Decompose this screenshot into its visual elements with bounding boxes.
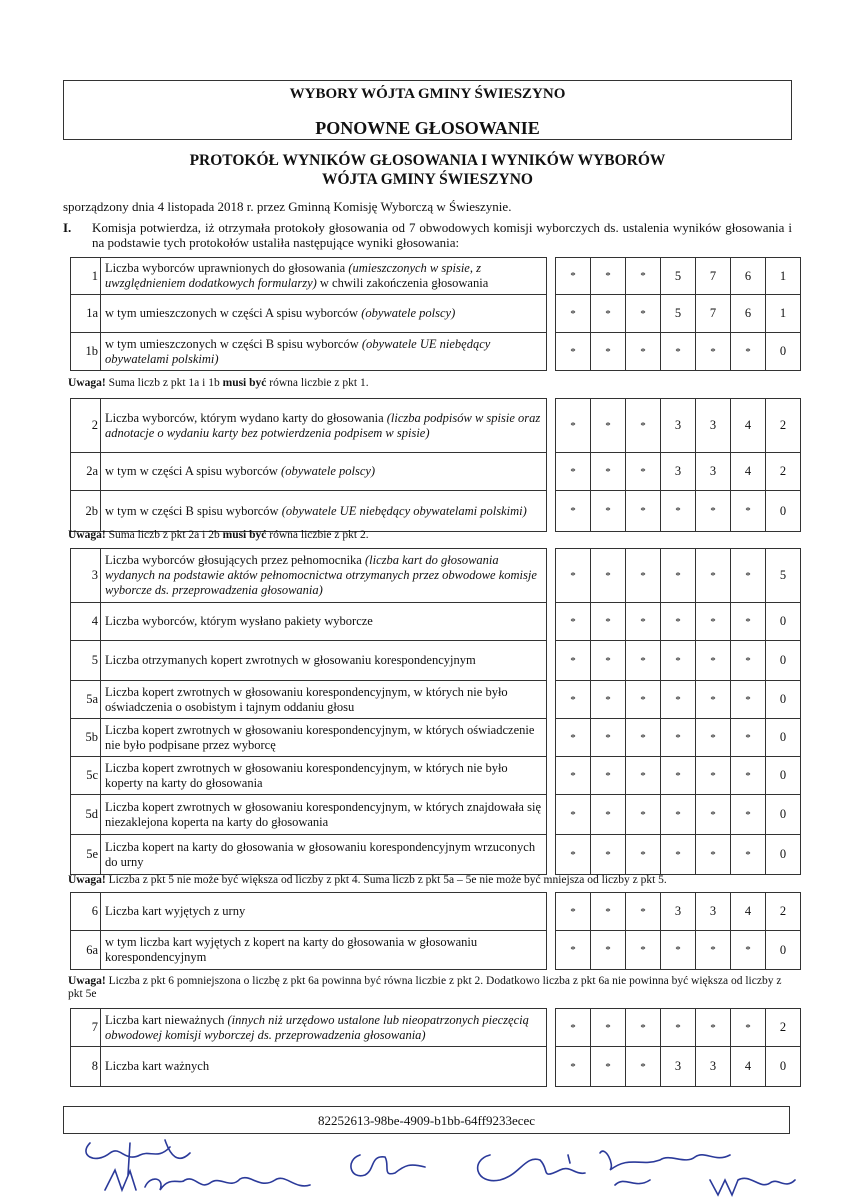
digit-cell: *: [626, 295, 661, 333]
digit-cell: *: [626, 333, 661, 371]
column-gap: [547, 719, 556, 757]
digit-cell: *: [661, 719, 696, 757]
digit-cell: *: [661, 603, 696, 641]
digit-cell: *: [731, 835, 766, 875]
digit-cell: *: [556, 399, 591, 453]
digit-cell: 0: [766, 795, 801, 835]
digit-cell: 3: [696, 399, 731, 453]
digit-cell: *: [661, 1009, 696, 1047]
digit-cell: 4: [731, 893, 766, 931]
results-table: [70, 1008, 801, 1087]
digit-cell: *: [731, 795, 766, 835]
uwaga-label: Uwaga!: [68, 377, 106, 389]
row-label: Liczba kopert zwrotnych w głosowaniu korespondencyjnym, w których znajdowała się niezaklejona koperta na karty do głosowania: [101, 795, 547, 835]
digit-cell: *: [696, 549, 731, 603]
digit-cell: *: [591, 399, 626, 453]
digit-cell: *: [731, 491, 766, 532]
digit-cell: *: [626, 1047, 661, 1087]
digit-cell: *: [696, 491, 731, 532]
signature-6: [710, 1178, 795, 1195]
column-gap: [547, 453, 556, 491]
table-row: [71, 681, 801, 719]
digit-cell: 3: [696, 453, 731, 491]
digit-cell: *: [626, 453, 661, 491]
digit-cell: 3: [661, 399, 696, 453]
digit-cell: 5: [661, 295, 696, 333]
digit-cell: *: [626, 491, 661, 532]
digit-cell: *: [591, 549, 626, 603]
digit-cell: *: [626, 399, 661, 453]
row-label-note: (liczba kart do głosowania wydanych na podstawie aktów pełnomocnictwa otrzymanych przez obwodowe komisje wyborcze ds. przeprowadzenia głosowania): [105, 553, 537, 597]
table-row: [71, 399, 801, 453]
digit-cell: *: [696, 719, 731, 757]
row-label: w tym umieszczonych w części B spisu wyborców (obywatele UE niebędący obywatelami polskimi): [101, 333, 547, 371]
uwaga-label: Uwaga!: [68, 874, 106, 886]
digit-cell: 0: [766, 931, 801, 970]
digit-cell: *: [696, 681, 731, 719]
document-code: 82252613-98be-4909-b1bb-64ff9233ecec: [317, 1113, 536, 1128]
column-gap: [547, 835, 556, 875]
column-gap: [547, 295, 556, 333]
digit-cell: *: [696, 795, 731, 835]
digit-cell: *: [556, 453, 591, 491]
row-label-note: (obywatele UE niebędący obywatelami polskimi): [105, 336, 491, 366]
table-row: [71, 453, 801, 491]
table-row: [71, 1009, 801, 1047]
digit-cell: *: [591, 681, 626, 719]
row-number: 2a: [71, 453, 101, 491]
row-number: 6a: [71, 931, 101, 970]
uwaga-note: Uwaga! Suma liczb z pkt 1a i 1b musi być równa liczbie z pkt 1.: [68, 377, 369, 389]
digit-cell: *: [731, 681, 766, 719]
digit-cell: *: [591, 453, 626, 491]
column-gap: [547, 795, 556, 835]
column-gap: [547, 641, 556, 681]
section-number: I.: [63, 220, 72, 235]
digit-cell: *: [556, 258, 591, 295]
digit-cell: *: [731, 931, 766, 970]
row-label: Liczba kopert na karty do głosowania w głosowaniu korespondencyjnym wrzuconych do urny: [101, 835, 547, 875]
digit-cell: 5: [766, 549, 801, 603]
digit-cell: *: [556, 491, 591, 532]
digit-cell: 1: [766, 258, 801, 295]
digit-cell: *: [661, 549, 696, 603]
table-row: [71, 491, 801, 532]
election-title: WYBORY WÓJTA GMINY ŚWIESZYNO: [289, 86, 566, 102]
digit-cell: 5: [661, 258, 696, 295]
digit-cell: *: [626, 795, 661, 835]
digit-cell: 7: [696, 295, 731, 333]
row-label: Liczba otrzymanych kopert zwrotnych w głosowaniu korespondencyjnym: [101, 641, 547, 681]
table-row: [71, 295, 801, 333]
protocol-title: [63, 151, 792, 189]
row-label-note: (liczba podpisów w spisie oraz adnotacje o wydaniu karty bez potwierdzenia podpisem w spisie): [105, 410, 541, 440]
column-gap: [547, 757, 556, 795]
digit-cell: 3: [696, 1047, 731, 1087]
uwaga-label: Uwaga!: [68, 975, 106, 987]
digit-cell: 0: [766, 835, 801, 875]
row-number: 1: [71, 258, 101, 295]
digit-cell: *: [556, 549, 591, 603]
digit-cell: *: [696, 1009, 731, 1047]
digit-cell: *: [626, 1009, 661, 1047]
column-gap: [547, 1047, 556, 1087]
digit-cell: 3: [661, 453, 696, 491]
digit-cell: *: [731, 757, 766, 795]
digit-cell: *: [556, 641, 591, 681]
digit-cell: *: [556, 757, 591, 795]
digit-cell: *: [591, 333, 626, 371]
row-number: 6: [71, 893, 101, 931]
digit-cell: *: [626, 893, 661, 931]
digit-cell: 3: [661, 893, 696, 931]
digit-cell: 0: [766, 333, 801, 371]
digit-cell: *: [696, 931, 731, 970]
row-number: 5: [71, 641, 101, 681]
digit-cell: *: [626, 931, 661, 970]
row-number: 7: [71, 1009, 101, 1047]
section-intro: Komisja potwierdza, iż otrzymała protokoły głosowania od 7 obwodowych komisji wyborczych ds. ustalenia wyników głosowania i na podstawie tych protokołów ustaliła następujące wyniki głosowania:: [92, 220, 792, 250]
row-label: Liczba wyborców uprawnionych do głosowania (umieszczonych w spisie, z uwzględnieniem dodatkowych formularzy) w chwili zakończenia głosowania: [101, 258, 547, 295]
row-label: w tym w części B spisu wyborców (obywatele UE niebędący obywatelami polskimi): [101, 491, 547, 532]
digit-cell: *: [696, 835, 731, 875]
digit-cell: *: [626, 681, 661, 719]
digit-cell: *: [696, 641, 731, 681]
column-gap: [547, 333, 556, 371]
digit-cell: 1: [766, 295, 801, 333]
digit-cell: *: [556, 603, 591, 641]
row-label: Liczba wyborców, którym wysłano pakiety wyborcze: [101, 603, 547, 641]
digit-cell: 3: [661, 1047, 696, 1087]
row-number: 5c: [71, 757, 101, 795]
digit-cell: *: [591, 295, 626, 333]
uwaga-emphasis: musi być: [222, 529, 267, 541]
row-number: 1b: [71, 333, 101, 371]
table-row: [71, 795, 801, 835]
row-number: 4: [71, 603, 101, 641]
row-label-note: (innych niż urzędowo ustalone lub nieopatrzonych pieczęcią obwodowej komisji wyborczej ds. przeprowadzenia głosowania): [105, 1012, 529, 1042]
digit-cell: 2: [766, 453, 801, 491]
row-number: 5b: [71, 719, 101, 757]
digit-cell: *: [626, 641, 661, 681]
row-number: 1a: [71, 295, 101, 333]
table-row: [71, 931, 801, 970]
digit-cell: *: [591, 1009, 626, 1047]
digit-cell: 2: [766, 399, 801, 453]
digit-cell: *: [626, 258, 661, 295]
digit-cell: *: [661, 795, 696, 835]
digit-cell: 0: [766, 1047, 801, 1087]
digit-cell: 0: [766, 719, 801, 757]
digit-cell: 0: [766, 491, 801, 532]
digit-cell: 0: [766, 757, 801, 795]
row-number: 5d: [71, 795, 101, 835]
uwaga-note: Uwaga! Liczba z pkt 5 nie może być większa od liczby z pkt 4. Suma liczb z pkt 5a – 5e nie może być mniejsza od liczby z pkt 5.: [68, 874, 667, 886]
row-label-note: (obywatele UE niebędący obywatelami polskimi): [281, 503, 527, 518]
digit-cell: *: [731, 719, 766, 757]
row-number: 5a: [71, 681, 101, 719]
row-label: Liczba wyborców, którym wydano karty do głosowania (liczba podpisów w spisie oraz adnotacje o wydaniu karty bez potwierdzenia podpisem w spisie): [101, 399, 547, 453]
protocol-title-line-1: PROTOKÓŁ WYNIKÓW GŁOSOWANIA I WYNIKÓW WYBORÓW: [189, 152, 666, 169]
digit-cell: *: [626, 719, 661, 757]
digit-cell: *: [591, 757, 626, 795]
row-number: 2b: [71, 491, 101, 532]
digit-cell: 6: [731, 295, 766, 333]
digit-cell: *: [591, 258, 626, 295]
digit-cell: *: [591, 641, 626, 681]
digit-cell: 4: [731, 453, 766, 491]
column-gap: [547, 1009, 556, 1047]
prepared-statement: sporządzony dnia 4 listopada 2018 r. przez Gminną Komisję Wyborczą w Świeszynie.: [63, 199, 512, 214]
digit-cell: *: [661, 835, 696, 875]
row-number: 8: [71, 1047, 101, 1087]
digit-cell: *: [591, 719, 626, 757]
digit-cell: *: [556, 719, 591, 757]
digit-cell: 4: [731, 399, 766, 453]
table-row: [71, 603, 801, 641]
row-number: 2: [71, 399, 101, 453]
column-gap: [547, 258, 556, 295]
row-label: Liczba kart ważnych: [101, 1047, 547, 1087]
row-label-note: (obywatele polscy): [281, 464, 376, 478]
digit-cell: 0: [766, 603, 801, 641]
results-table: [70, 257, 801, 371]
results-table: [70, 548, 801, 875]
digit-cell: *: [591, 1047, 626, 1087]
uwaga-emphasis: musi być: [222, 377, 267, 389]
column-gap: [547, 893, 556, 931]
digit-cell: 6: [731, 258, 766, 295]
row-number: 3: [71, 549, 101, 603]
table-row: [71, 893, 801, 931]
uwaga-note: Uwaga! Suma liczb z pkt 2a i 2b musi być równa liczbie z pkt 2.: [68, 529, 369, 541]
digit-cell: *: [556, 681, 591, 719]
uwaga-note: Uwaga! Liczba z pkt 6 pomniejszona o liczbę z pkt 6a powinna być równa liczbie z pkt 2. Dodatkowo liczba z pkt 6a nie powinna być większa od liczby z pkt 5e: [68, 975, 782, 1000]
table-row: [71, 1047, 801, 1087]
table-row: [71, 719, 801, 757]
column-gap: [547, 549, 556, 603]
digit-cell: *: [556, 835, 591, 875]
table-row: [71, 757, 801, 795]
column-gap: [547, 399, 556, 453]
digit-cell: *: [626, 835, 661, 875]
row-label: Liczba kart nieważnych (innych niż urzędowo ustalone lub nieopatrzonych pieczęcią obwodowej komisji wyborczej ds. przeprowadzenia głosowania): [101, 1009, 547, 1047]
digit-cell: *: [661, 333, 696, 371]
digit-cell: *: [731, 1009, 766, 1047]
row-label-note: (umieszczonych w spisie, z uwzględnieniem dodatkowych formularzy): [105, 261, 481, 290]
digit-cell: 4: [731, 1047, 766, 1087]
digit-cell: *: [591, 795, 626, 835]
digit-cell: 7: [696, 258, 731, 295]
digit-cell: *: [731, 549, 766, 603]
signature-2: [105, 1170, 310, 1190]
table-row: [71, 333, 801, 371]
digit-cell: *: [661, 491, 696, 532]
digit-cell: *: [731, 641, 766, 681]
signatures-image: [70, 1135, 800, 1200]
digit-cell: *: [626, 549, 661, 603]
digit-cell: *: [696, 603, 731, 641]
digit-cell: *: [556, 1009, 591, 1047]
column-gap: [547, 491, 556, 532]
digit-cell: *: [626, 757, 661, 795]
digit-cell: *: [591, 931, 626, 970]
digit-cell: *: [591, 835, 626, 875]
digit-cell: 2: [766, 893, 801, 931]
digit-cell: *: [661, 681, 696, 719]
row-label: Liczba kart wyjętych z urny: [101, 893, 547, 931]
results-table: [70, 398, 801, 532]
protocol-title-line-2: WÓJTA GMINY ŚWIESZYNO: [321, 171, 533, 188]
digit-cell: *: [661, 641, 696, 681]
digit-cell: *: [731, 603, 766, 641]
digit-cell: *: [556, 795, 591, 835]
digit-cell: *: [591, 893, 626, 931]
table-row: [71, 641, 801, 681]
results-table: [70, 892, 801, 970]
round-subtitle: PONOWNE GŁOSOWANIE: [315, 118, 540, 138]
row-label: Liczba kopert zwrotnych w głosowaniu korespondencyjnym, w których nie było koperty na karty do głosowania: [101, 757, 547, 795]
signature-1: [86, 1140, 190, 1175]
row-label: w tym w części A spisu wyborców (obywatele polscy): [101, 453, 547, 491]
column-gap: [547, 681, 556, 719]
uwaga-label: Uwaga!: [68, 529, 106, 541]
signature-3: [351, 1155, 425, 1176]
row-label: w tym umieszczonych w części A spisu wyborców (obywatele polscy): [101, 295, 547, 333]
digit-cell: *: [591, 491, 626, 532]
row-number: 5e: [71, 835, 101, 875]
digit-cell: 2: [766, 1009, 801, 1047]
table-row: [71, 549, 801, 603]
digit-cell: *: [591, 603, 626, 641]
digit-cell: *: [731, 333, 766, 371]
digit-cell: *: [696, 333, 731, 371]
digit-cell: 0: [766, 681, 801, 719]
table-row: [71, 258, 801, 295]
row-label-note: (obywatele polscy): [361, 306, 456, 320]
digit-cell: *: [556, 333, 591, 371]
row-label: Liczba wyborców głosujących przez pełnomocnika (liczba kart do głosowania wydanych na podstawie aktów pełnomocnictwa otrzymanych przez obwodowe komisje wyborcze ds. przeprowadzenia głosowania): [101, 549, 547, 603]
digit-cell: *: [661, 757, 696, 795]
digit-cell: *: [626, 603, 661, 641]
digit-cell: *: [696, 757, 731, 795]
table-row: [71, 835, 801, 875]
column-gap: [547, 603, 556, 641]
digit-cell: *: [556, 1047, 591, 1087]
digit-cell: 3: [696, 893, 731, 931]
row-label: Liczba kopert zwrotnych w głosowaniu korespondencyjnym, w których nie było oświadczenia o osobistym i tajnym oddaniu głosu: [101, 681, 547, 719]
signature-4: [478, 1155, 585, 1181]
digit-cell: *: [661, 931, 696, 970]
row-label: w tym liczba kart wyjętych z kopert na karty do głosowania w głosowaniu korespondencyjnym: [101, 931, 547, 970]
digit-cell: 0: [766, 641, 801, 681]
digit-cell: *: [556, 931, 591, 970]
column-gap: [547, 931, 556, 970]
row-label: Liczba kopert zwrotnych w głosowaniu korespondencyjnym, w których oświadczenie nie było podpisane przez wyborcę: [101, 719, 547, 757]
digit-cell: *: [556, 893, 591, 931]
digit-cell: *: [556, 295, 591, 333]
